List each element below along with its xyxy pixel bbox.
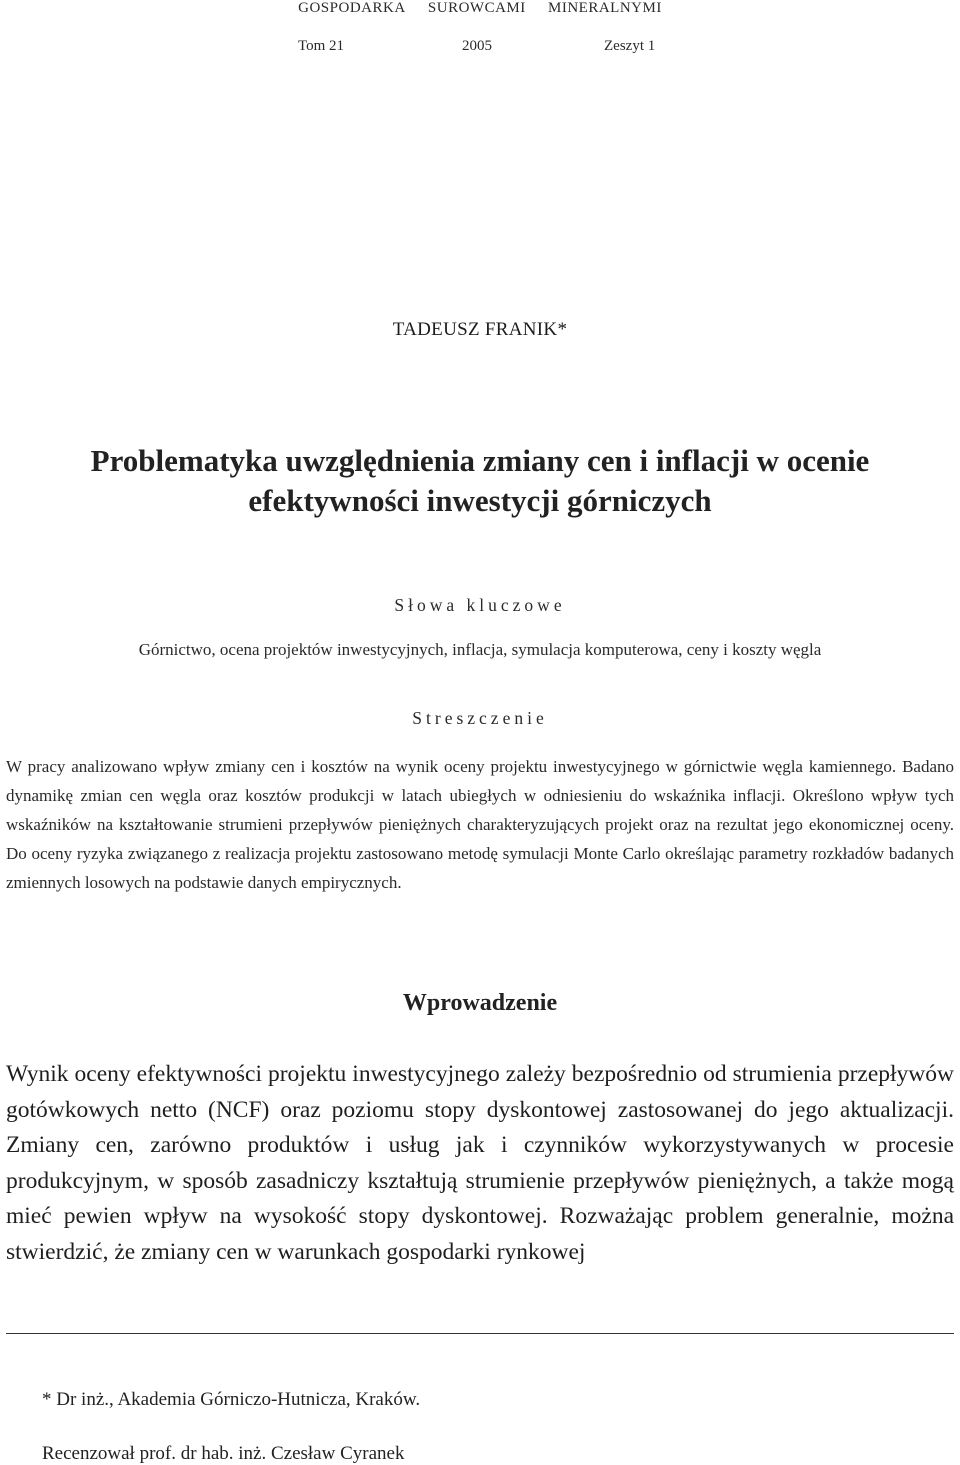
running-header-word: MINERALNYMI (548, 0, 662, 16)
issue-label: Zeszyt 1 (604, 38, 656, 54)
intro-heading: Wprowadzenie (402, 990, 558, 1016)
footnote-divider (6, 1333, 954, 1334)
keywords-heading: Słowa kluczowe (394, 595, 566, 615)
keywords-text: Górnictwo, ocena projektów inwestycyjnych, inflacja, symulacja komputerowa, ceny i koszty węgla (138, 640, 822, 659)
issue-info (0, 38, 960, 58)
title-line: efektywności inwestycji górniczych (248, 483, 712, 518)
year-label: 2005 (462, 38, 492, 54)
article-title (0, 441, 960, 521)
running-header-word: SUROWCAMI (427, 0, 526, 16)
volume-label: Tom 21 (298, 38, 345, 54)
title-line: Problematyka uwzględnienia zmiany cen i inflacji w ocenie (90, 443, 870, 478)
author-affiliation-footnote: * Dr inż., Akademia Górniczo-Hutnicza, Kraków. (42, 1389, 421, 1410)
author-name: TADEUSZ FRANIK* (392, 319, 568, 340)
intro-paragraph: Wynik oceny efektywności projektu inwestycyjnego zależy bezpośrednio od strumienia przepływów gotówkowych netto (NCF) oraz poziomu stopy dyskontowej zastosowanej do jego aktualizacji. Zmiany cen, zarówno produktów i usług jak i czynników wykorzystywanych w procesie produkcyjnym, w sposób zasadniczy kształtują strumienie przepływów pieniężnych, a także mogą mieć pewien wpływ na wysokość stopy dyskontowej. Rozważając problem generalnie, można stwierdzić, że zmiany cen w warunkach gospodarki rynkowej (6, 1061, 954, 1265)
summary-heading: Streszczenie (412, 708, 548, 728)
reviewer-note: Recenzował prof. dr hab. inż. Czesław Cyranek (42, 1443, 405, 1464)
running-header-word: GOSPODARKA (298, 0, 406, 16)
summary-text: W pracy analizowano wpływ zmiany cen i kosztów na wynik oceny projektu inwestycyjnego w górnictwie węgla kamiennego. Badano dynamikę zmian cen węgla oraz kosztów produkcji w latach ubiegłych w odniesieniu do wskaźnika inflacji. Określono wpływ tych wskaźników na kształtowanie strumieni przepływów pieniężnych charakteryzujących projekt oraz na rezultat jego ekonomicznej oceny. Do oceny ryzyka związanego z realizacja projektu zastosowano metodę symulacji Monte Carlo określając parametry rozkładów badanych zmiennych losowych na podstawie danych empirycznych. (6, 757, 954, 892)
running-header (0, 0, 960, 16)
